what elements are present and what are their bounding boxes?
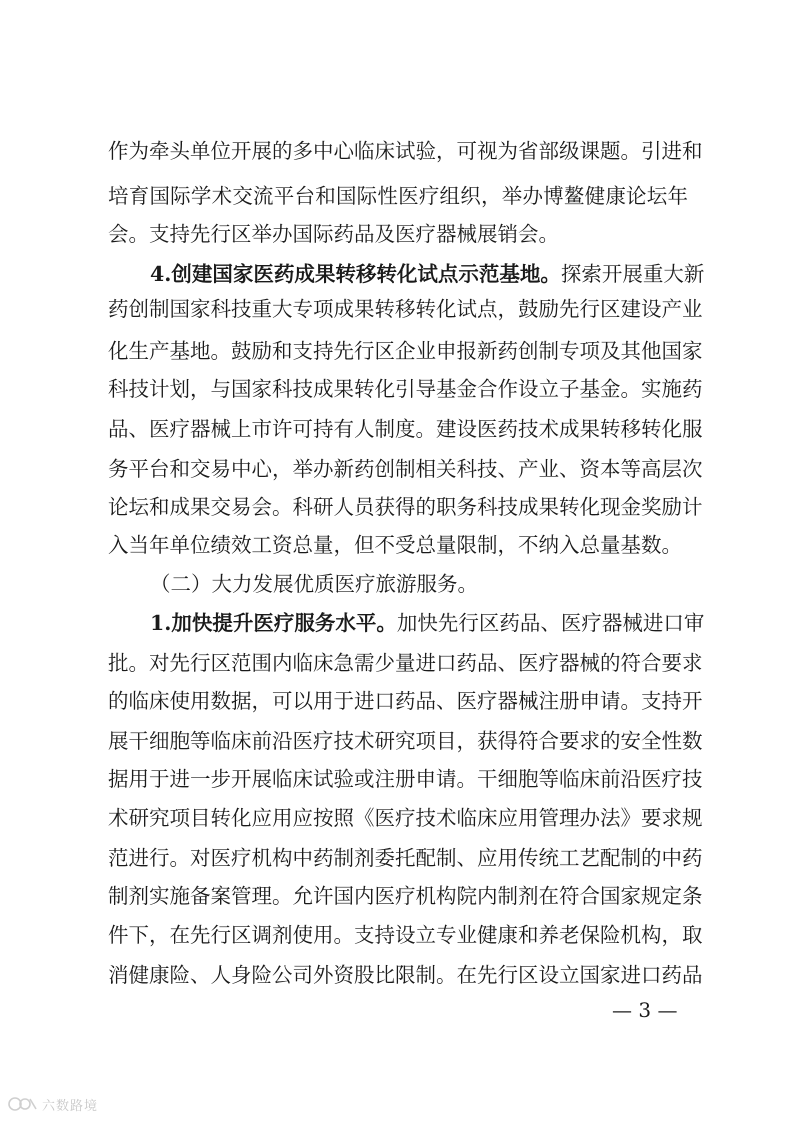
paragraph-text: 探索开展重大新 (560, 262, 705, 286)
section-heading-2: （二）大力发展优质医疗旅游服务。 (150, 572, 478, 596)
watermark (8, 1093, 98, 1115)
paragraph-line: 制剂实施备案管理。允许国内医疗机构院内制剂在符合国家规定条 (108, 884, 703, 908)
watermark-logo-icon (8, 1095, 38, 1113)
paragraph-line: 件下，在先行区调剂使用。支持设立专业健康和养老保险机构，取 (108, 923, 703, 947)
paragraph-line: 会。支持先行区举办国际药品及医疗器械展销会。 (108, 222, 559, 246)
paragraph-line: 术研究项目转化应用应按照《医疗技术临床应用管理办法》要求规 (108, 806, 703, 830)
paragraph-line: 据用于进一步开展临床试验或注册申请。干细胞等临床前沿医疗技 (108, 767, 703, 791)
section-heading-1: 1.加快提升医疗服务水平。 (150, 611, 397, 635)
paragraph-line: 的临床使用数据，可以用于进口药品、医疗器械注册申请。支持开 (108, 689, 703, 713)
paragraph-line: 论坛和成果交易会。科研人员获得的职务科技成果转化现金奖励计 (108, 495, 703, 519)
paragraph-line: 品、医疗器械上市许可持有人制度。建设医药技术成果转移转化服 (108, 417, 703, 441)
watermark-text: 六数路境 (42, 1098, 99, 1114)
paragraph-line: 作为牵头单位开展的多中心临床试验，可视为省部级课题。引进和 (108, 139, 703, 163)
paragraph-text: 加快先行区药品、医疗器械进口审 (396, 611, 705, 635)
paragraph-line: 消健康险、人身险公司外资股比限制。在先行区设立国家进口药品 (108, 963, 703, 987)
paragraph-line-heading-4 (150, 261, 705, 287)
paragraph-line: 入当年单位绩效工资总量，但不受总量限制，不纳入总量基数。 (108, 533, 682, 557)
paragraph-line: 培育国际学术交流平台和国际性医疗组织，举办博鳌健康论坛年 (108, 184, 688, 208)
paragraph-line-heading-1 (150, 610, 705, 636)
section-heading-4: 4.创建国家医药成果转移转化试点示范基地。 (150, 262, 561, 286)
paragraph-line: 药创制国家科技重大专项成果转移转化试点，鼓励先行区建设产业 (108, 297, 703, 321)
paragraph-line: 范进行。对医疗机构中药制剂委托配制、应用传统工艺配制的中药 (108, 846, 703, 870)
paragraph-line: 务平台和交易中心，举办新药创制相关科技、产业、资本等高层次 (108, 457, 703, 481)
paragraph-line: 科技计划，与国家科技成果转化引导基金合作设立子基金。实施药 (108, 377, 703, 401)
paragraph-line: 展干细胞等临床前沿医疗技术研究项目，获得符合要求的安全性数 (108, 729, 703, 753)
paragraph-line: 批。对先行区范围内临床急需少量进口药品、医疗器械的符合要求 (108, 651, 703, 675)
page-number: — 3 — (612, 998, 678, 1022)
paragraph-line: 化生产基地。鼓励和支持先行区企业申报新药创制专项及其他国家 (108, 339, 703, 363)
